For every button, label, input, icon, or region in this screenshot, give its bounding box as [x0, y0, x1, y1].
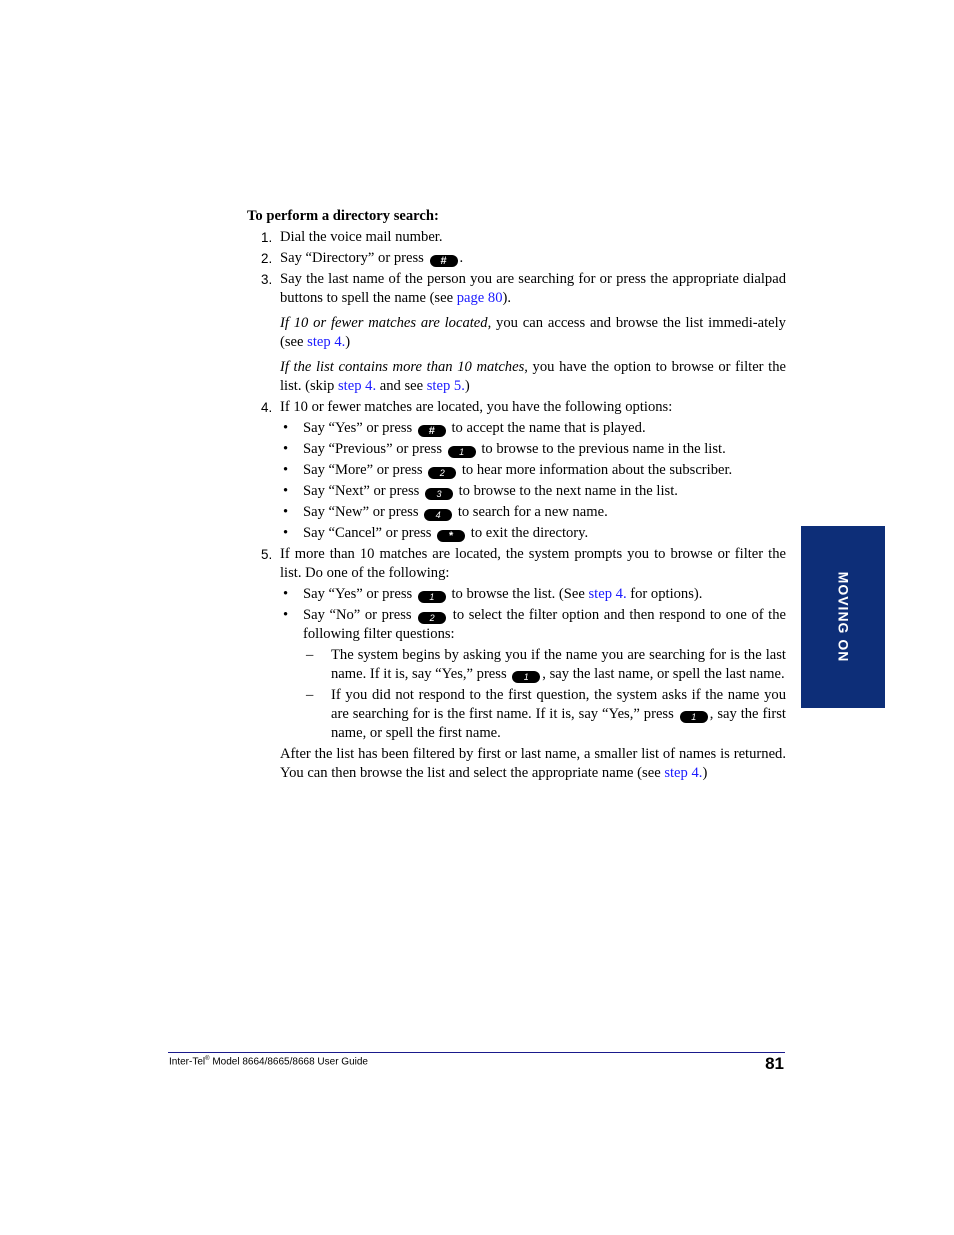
step-4-link[interactable]: step 4. [307, 334, 346, 350]
bullet-icon: • [283, 607, 289, 623]
page-content [247, 207, 786, 785]
paragraph-after-filter [280, 745, 786, 783]
step-text-end: . [459, 250, 464, 266]
step-1 [247, 228, 786, 247]
item-text-end: to search for a new name. [457, 504, 608, 520]
key-4-icon: 4 [424, 509, 452, 521]
item-text: Say “No” or press [303, 607, 412, 623]
item-text-end: to accept the name that is played. [451, 420, 646, 436]
step-4 [247, 398, 786, 543]
item-text: The system begins by asking you if the name you are searching for is the last name. If it is, say “Yes,” press [331, 647, 786, 682]
para-text: After the list has been filtered by first or last name, a smaller list of names is returned. You can then browse the list and select the appropriate name (see [280, 746, 786, 781]
footer-brand: Inter-Tel [169, 1056, 206, 1068]
para-text: , you have the option to browse or filter the list. (skip [280, 359, 786, 394]
item-text: Say “Next” or press [303, 483, 420, 499]
bullet-icon: • [283, 420, 289, 436]
item-text-end: , say the first name, or spell the first name. [331, 706, 786, 741]
list-item [280, 461, 786, 480]
step-number: 2. [261, 251, 273, 266]
para-text-end: ) [345, 334, 351, 350]
step-4-link[interactable]: step 4. [337, 378, 377, 394]
item-text: Say “More” or press [303, 462, 423, 478]
pound-key-icon: # [430, 255, 458, 267]
list-item [280, 606, 786, 743]
key-1-icon: 1 [418, 591, 446, 603]
list-item [280, 524, 786, 543]
italic-phrase: If the list contains more than 10 matches [280, 359, 525, 375]
page-number: 81 [765, 1054, 784, 1073]
options-list [280, 585, 786, 743]
list-item [280, 440, 786, 459]
section-side-tab [801, 526, 885, 708]
step-text: Dial the voice mail number. [280, 229, 443, 245]
item-text-end: to hear more information about the subscriber. [461, 462, 733, 478]
para-text-mid: and see [376, 378, 427, 394]
list-item [280, 503, 786, 522]
paragraph-few-matches [280, 314, 786, 352]
section-heading: To perform a directory search: [247, 208, 439, 224]
item-text-end: to select the filter option and then respond to one of the following filter questions: [303, 607, 787, 642]
step-4-link[interactable]: step 4. [664, 765, 703, 781]
item-text: Say “Previous” or press [303, 441, 443, 457]
item-text: Say “Yes” or press [303, 420, 413, 436]
item-text-mid: to browse the list. (See [451, 586, 589, 602]
para-text-end: ) [702, 765, 708, 781]
step-number: 4. [261, 400, 273, 415]
step-text: Say “Directory” or press [280, 250, 424, 266]
step-number: 5. [261, 547, 273, 562]
item-text: Say “Cancel” or press [303, 525, 432, 541]
step-text: If more than 10 matches are located, the system prompts you to browse or filter the list. Do one of the following: [280, 546, 786, 581]
bullet-icon: • [283, 462, 289, 478]
registered-mark: ® [205, 1056, 210, 1062]
step-text-end: ). [502, 290, 512, 306]
bullet-icon: • [283, 504, 289, 520]
step-number: 1. [261, 230, 273, 245]
dash-icon: – [306, 687, 314, 703]
bullet-icon: • [283, 441, 289, 457]
item-text-end: for options). [626, 586, 703, 602]
step-4-link[interactable]: step 4. [588, 586, 627, 602]
step-3 [247, 270, 786, 396]
list-item [280, 585, 786, 604]
step-number: 3. [261, 272, 273, 287]
footer-guide-name: Model 8664/8665/8668 User Guide [209, 1056, 368, 1068]
bullet-icon: • [283, 483, 289, 499]
dash-icon: – [306, 647, 314, 663]
list-item [280, 482, 786, 501]
filter-questions-list [303, 646, 786, 743]
step-text: Say the last name of the person you are searching for or press the appropriate dialpad buttons to spell the name (see [280, 271, 786, 306]
key-3-icon: 3 [425, 488, 453, 500]
item-text: If you did not respond to the first question, the system asks if the name you are searching for is the first name. If it is, say “Yes,” press [331, 687, 786, 722]
item-text-end: to exit the directory. [470, 525, 589, 541]
paragraph-many-matches [280, 358, 786, 396]
item-text-end: to browse to the next name in the list. [458, 483, 678, 499]
key-1-icon: 1 [680, 711, 708, 723]
list-item [303, 686, 786, 743]
pound-key-icon: # [418, 425, 446, 437]
key-1-icon: 1 [512, 671, 540, 683]
item-text: Say “Yes” or press [303, 586, 413, 602]
star-key-icon: * [437, 530, 465, 542]
bullet-icon: • [283, 525, 289, 541]
item-text: Say “New” or press [303, 504, 419, 520]
item-text-end: to browse to the previous name in the list. [481, 441, 726, 457]
italic-phrase: If 10 or fewer matches are located [280, 315, 488, 331]
side-tab-label: MOVING ON [835, 571, 852, 663]
bullet-icon: • [283, 586, 289, 602]
footer-title [169, 1053, 368, 1068]
para-text: , you can access and browse the list immedi-ately (see [280, 315, 786, 350]
step-text: If 10 or fewer matches are located, you have the following options: [280, 399, 673, 415]
key-2-icon: 2 [418, 612, 446, 624]
options-list [280, 419, 786, 543]
page-80-link[interactable]: page 80 [456, 290, 503, 306]
key-2-icon: 2 [428, 467, 456, 479]
list-item [280, 419, 786, 438]
key-1-icon: 1 [448, 446, 476, 458]
step-2 [247, 249, 786, 268]
para-text-end: ) [464, 378, 470, 394]
item-text-end: , say the last name, or spell the last name. [542, 666, 785, 682]
step-5 [247, 545, 786, 783]
step-5-link[interactable]: step 5. [426, 378, 465, 394]
list-item [303, 646, 786, 684]
